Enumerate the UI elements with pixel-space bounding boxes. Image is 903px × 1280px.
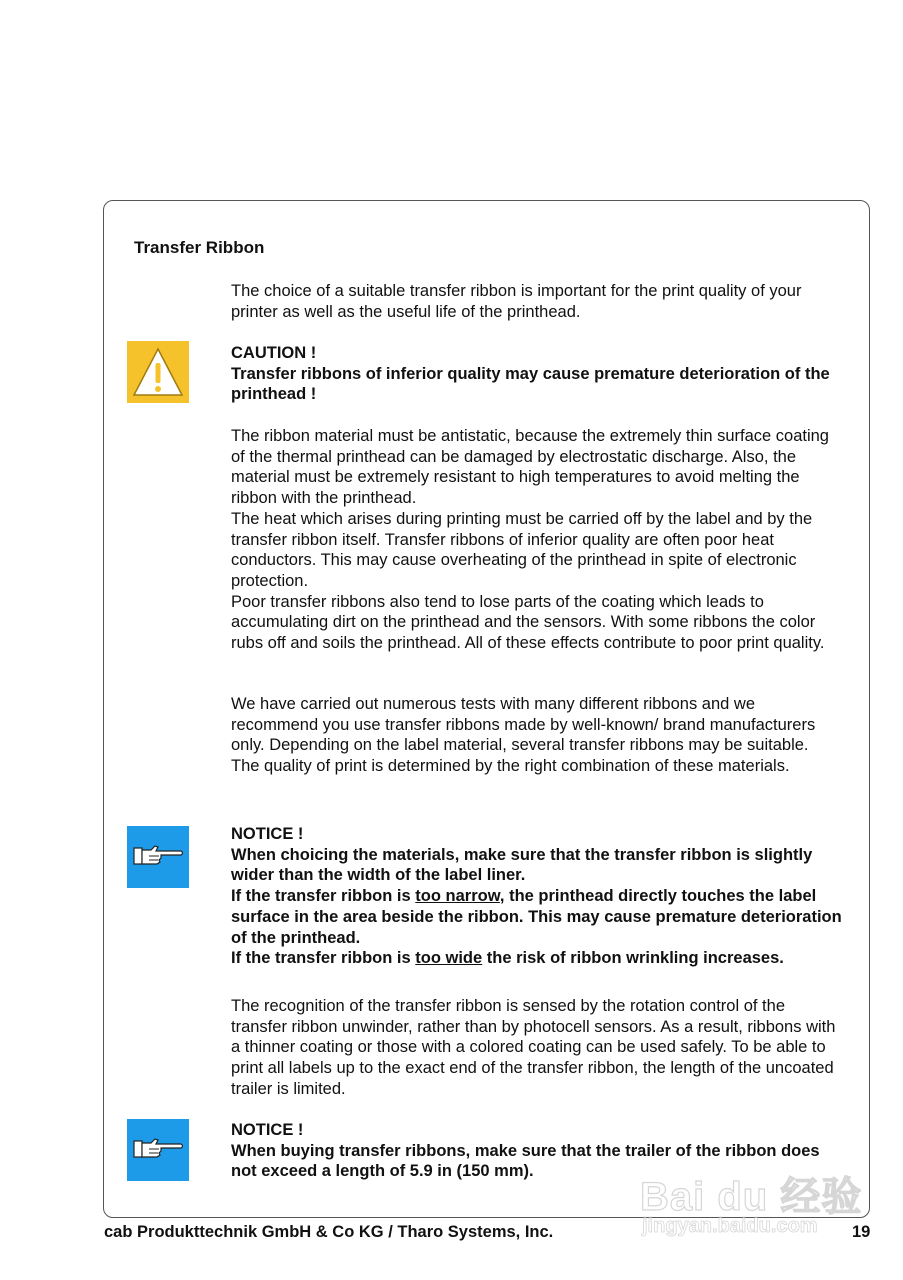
notice1-title: NOTICE ! [231, 825, 304, 843]
caution-warning-icon [127, 341, 189, 403]
page-number: 19 [852, 1223, 871, 1241]
caution-block [231, 343, 843, 405]
notice-pointing-hand-icon [127, 826, 189, 888]
ribbon-material-p3: Poor transfer ribbons also tend to lose parts of the coating which leads to accumulating dirt on the printhead and the sensors. With some ribbons the color rubs off and soils the printhead. All of these effects contribute to poor print quality. [231, 592, 825, 653]
ribbon-material-p1: The ribbon material must be antistatic, because the extremely thin surface coating of the thermal printhead can be damaged by electrostatic discharge. Also, the material must be extremely resistant to high temperatures to avoid melting the ribbon with the printhead. [231, 427, 829, 508]
tests-block [231, 694, 843, 777]
ribbon-material-p2: The heat which arises during printing must be carried off by the label and by the transfer ribbon itself. Transfer ribbons of inferior quality are often poor heat conductors. This may cause overheating of the printhead in spite of electronic protection. [231, 509, 813, 590]
notice1-block [231, 824, 843, 969]
recognition-paragraph: The recognition of the transfer ribbon is sensed by the rotation control of the transfer ribbon unwinder, rather than by photocell sensors. As a result, ribbons with a thinner coating or those with a colored coating can be used safely. To be able to print all labels up to the exact end of the transfer ribbon, the length of the uncoated trailer is limited. [231, 997, 836, 1098]
too-narrow-emphasis: too narrow [415, 887, 500, 906]
watermark-logo: Bai du 经验 [640, 1175, 863, 1219]
notice1-line3: If the transfer ribbon is too wide the risk of ribbon wrinkling increases. [231, 949, 784, 968]
notice1-line1: When choicing the materials, make sure that the transfer ribbon is slightly wider than the width of the label liner. [231, 845, 813, 885]
notice2-title: NOTICE ! [231, 1121, 304, 1139]
watermark-url: jingyan.baidu.com [642, 1215, 818, 1237]
too-wide-emphasis: too wide [415, 949, 483, 968]
intro-paragraph: The choice of a suitable transfer ribbon is important for the print quality of your printer as well as the useful life of the printhead. [231, 282, 802, 321]
tests-p1: We have carried out numerous tests with many different ribbons and we recommend you use transfer ribbons made by well-known/ brand manufacturers only. Depending on the label material, several transfer ribbons may be suitable. [231, 695, 816, 755]
notice2-text: When buying transfer ribbons, make sure that the trailer of the ribbon does not exceed a length of 5.9 in (150 mm). [231, 1141, 820, 1181]
caution-text: Transfer ribbons of inferior quality may cause premature deterioration of the printhead ! [231, 364, 830, 404]
ribbon-material-block [231, 426, 843, 654]
notice1-line2: If the transfer ribbon is too narrow, the printhead directly touches the label surface in the area beside the ribbon. This may cause premature deterioration of the printhead. [231, 887, 842, 947]
section-title: Transfer Ribbon [134, 238, 265, 257]
footer-company: cab Produkttechnik GmbH & Co KG / Tharo Systems, Inc. [104, 1223, 554, 1241]
tests-p2: The quality of print is determined by the right combination of these materials. [231, 757, 790, 776]
notice-pointing-hand-icon [127, 1119, 189, 1181]
caution-title: CAUTION ! [231, 344, 317, 362]
